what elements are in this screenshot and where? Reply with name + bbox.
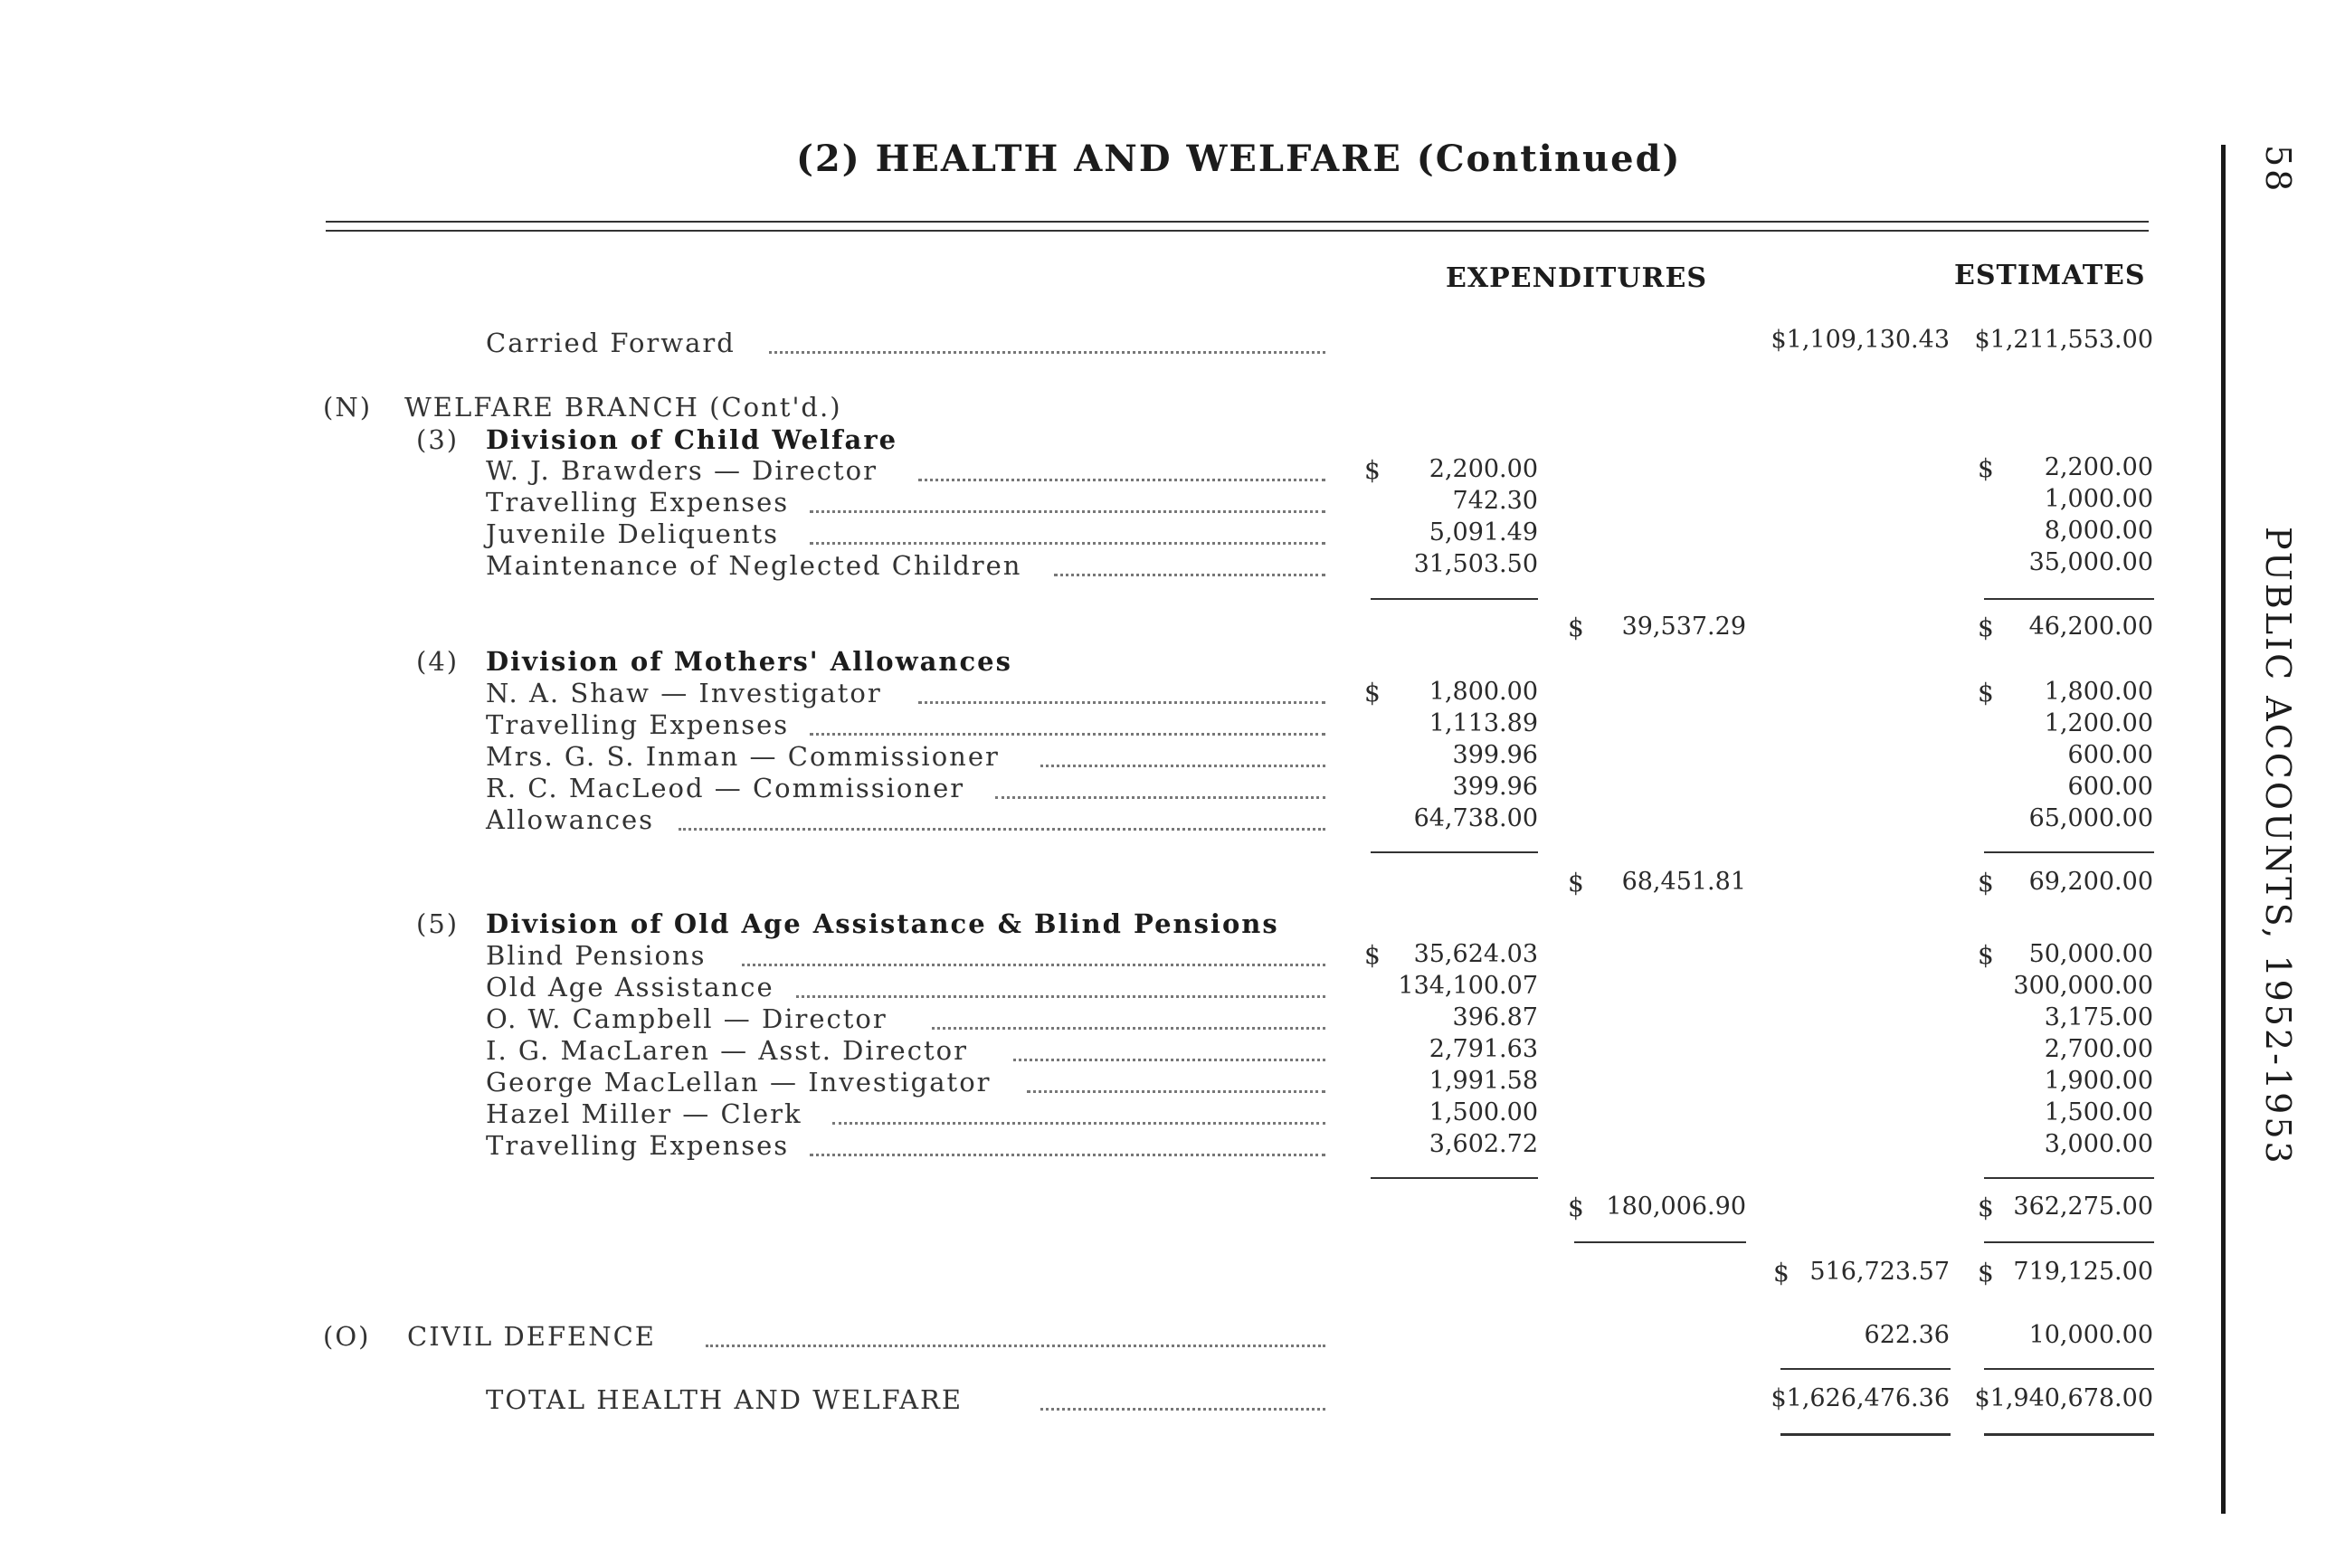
leader-dots <box>918 479 1325 481</box>
total-rule <box>1780 1368 1951 1370</box>
subtotal-rule <box>1984 598 2154 600</box>
row-estimate: 8,000.00 <box>2044 517 2153 545</box>
div5-subtotal: 180,006.90 <box>1606 1193 1746 1221</box>
subtotal-rule <box>1371 598 1538 600</box>
estimates-header: ESTIMATES <box>1954 260 2146 291</box>
leader-dots <box>769 351 1325 354</box>
leader-dots <box>1040 1408 1325 1411</box>
welfare-total-rule <box>1984 1241 2154 1243</box>
dollar-sign: $ <box>1364 678 1381 708</box>
row-expenditure: 396.87 <box>1452 1003 1538 1031</box>
welfare-total-rule <box>1574 1241 1746 1243</box>
welfare-total-estimate: 719,125.00 <box>2013 1258 2153 1286</box>
leader-dots <box>679 828 1325 831</box>
table-row-label: George MacLellan — Investigator <box>486 1067 992 1098</box>
row-expenditure: 5,091.49 <box>1429 518 1538 546</box>
welfare-branch-code: (N) <box>323 392 373 423</box>
table-row-label: R. C. MacLeod — Commissioner <box>486 773 965 803</box>
row-expenditure: 1,113.89 <box>1429 709 1538 737</box>
leader-dots <box>1054 574 1325 576</box>
row-estimate: 2,200.00 <box>2044 453 2153 481</box>
margin-rule <box>2221 145 2226 1514</box>
row-estimate: 1,900.00 <box>2044 1067 2153 1095</box>
row-expenditure: 2,200.00 <box>1429 455 1538 483</box>
div4-code: (4) <box>416 646 460 677</box>
civil-defence-estimate: 10,000.00 <box>2028 1321 2153 1349</box>
total-estimate: $1,940,678.00 <box>1974 1384 2153 1412</box>
subtotal-rule <box>1984 1177 2154 1179</box>
leader-dots <box>932 1027 1325 1030</box>
div5-code: (5) <box>416 908 460 939</box>
div3-heading: Division of Child Welfare <box>486 424 898 455</box>
running-title: PUBLIC ACCOUNTS, 1952-1953 <box>2258 527 2298 1166</box>
table-row-label: Travelling Expenses <box>486 487 790 518</box>
div3-subtotal: 39,537.29 <box>1621 613 1746 641</box>
row-estimate: 600.00 <box>2067 773 2153 801</box>
row-estimate: 300,000.00 <box>2013 972 2153 1000</box>
subtotal-rule <box>1984 851 2154 853</box>
table-row-label: O. W. Campbell — Director <box>486 1003 888 1034</box>
row-estimate: 1,000.00 <box>2044 485 2153 513</box>
div5-heading: Division of Old Age Assistance & Blind Pensions <box>486 908 1279 939</box>
dollar-sign: $ <box>1568 1193 1584 1222</box>
row-estimate: 1,200.00 <box>2044 709 2153 737</box>
table-row-label: Travelling Expenses <box>486 709 790 740</box>
row-estimate: 50,000.00 <box>2028 940 2153 968</box>
leader-dots <box>810 733 1325 736</box>
leader-dots <box>1013 1059 1325 1061</box>
civil-defence-label: CIVIL DEFENCE <box>407 1321 656 1352</box>
row-estimate: 600.00 <box>2067 741 2153 769</box>
leader-dots <box>1040 765 1325 767</box>
welfare-total-expenditure: 516,723.57 <box>1809 1258 1950 1286</box>
carried-forward-label: Carried Forward <box>486 328 736 358</box>
final-rule <box>1984 1433 2154 1436</box>
leader-dots <box>918 701 1325 704</box>
table-row-label: Maintenance of Neglected Children <box>486 550 1022 581</box>
expenditures-header: EXPENDITURES <box>1446 262 1707 294</box>
header-rule-bottom <box>326 230 2149 232</box>
dollar-sign: $ <box>1364 940 1381 970</box>
row-estimate: 1,800.00 <box>2044 678 2153 706</box>
welfare-branch-heading: WELFARE BRANCH (Cont'd.) <box>404 392 842 423</box>
page-title: (2) HEALTH AND WELFARE (Continued) <box>796 138 1682 180</box>
row-expenditure: 1,500.00 <box>1429 1098 1538 1126</box>
carried-forward-expenditure: $1,109,130.43 <box>1771 326 1950 354</box>
row-expenditure: 1,800.00 <box>1429 678 1538 706</box>
div4-heading: Division of Mothers' Allowances <box>486 646 1012 677</box>
subtotal-rule <box>1371 851 1538 853</box>
table-row-label: Juvenile Deliquents <box>486 518 780 549</box>
div3-subtotal-estimate: 46,200.00 <box>2028 613 2153 641</box>
row-expenditure: 3,602.72 <box>1429 1130 1538 1158</box>
row-estimate: 1,500.00 <box>2044 1098 2153 1126</box>
table-row-label: W. J. Brawders — Director <box>486 455 878 486</box>
div5-subtotal-estimate: 362,275.00 <box>2013 1193 2153 1221</box>
leader-dots <box>832 1122 1325 1125</box>
dollar-sign: $ <box>1978 940 1994 970</box>
page-number: 58 <box>2258 145 2298 195</box>
row-expenditure: 64,738.00 <box>1413 804 1538 832</box>
dollar-sign: $ <box>1978 1193 1994 1222</box>
row-estimate: 65,000.00 <box>2028 804 2153 832</box>
dollar-sign: $ <box>1978 453 1994 483</box>
row-estimate: 3,000.00 <box>2044 1130 2153 1158</box>
row-expenditure: 399.96 <box>1452 741 1538 769</box>
table-row-label: Travelling Expenses <box>486 1130 790 1161</box>
row-expenditure: 2,791.63 <box>1429 1035 1538 1063</box>
table-row-label: Allowances <box>486 804 655 835</box>
dollar-sign: $ <box>1773 1258 1790 1288</box>
row-estimate: 2,700.00 <box>2044 1035 2153 1063</box>
row-expenditure: 35,624.03 <box>1413 940 1538 968</box>
carried-forward-estimate: $1,211,553.00 <box>1974 326 2153 354</box>
table-row-label: Blind Pensions <box>486 940 707 971</box>
final-rule <box>1780 1433 1951 1436</box>
leader-dots <box>706 1345 1325 1347</box>
row-expenditure: 742.30 <box>1452 487 1538 515</box>
total-rule <box>1984 1368 2154 1370</box>
dollar-sign: $ <box>1568 868 1584 898</box>
total-label: TOTAL HEALTH AND WELFARE <box>486 1384 964 1415</box>
row-expenditure: 399.96 <box>1452 773 1538 801</box>
dollar-sign: $ <box>1978 613 1994 642</box>
table-row-label: I. G. MacLaren — Asst. Director <box>486 1035 968 1066</box>
leader-dots <box>742 964 1325 966</box>
dollar-sign: $ <box>1568 613 1584 642</box>
div3-code: (3) <box>416 424 460 455</box>
table-row-label: N. A. Shaw — Investigator <box>486 678 882 708</box>
total-expenditure: $1,626,476.36 <box>1771 1384 1950 1412</box>
civil-defence-code: (O) <box>323 1321 371 1352</box>
leader-dots <box>810 542 1325 545</box>
dollar-sign: $ <box>1978 1258 1994 1288</box>
row-expenditure: 31,503.50 <box>1413 550 1538 578</box>
div4-subtotal: 68,451.81 <box>1621 868 1746 896</box>
row-estimate: 35,000.00 <box>2028 548 2153 576</box>
table-row-label: Hazel Miller — Clerk <box>486 1098 802 1129</box>
leader-dots <box>796 995 1325 998</box>
row-estimate: 3,175.00 <box>2044 1003 2153 1031</box>
table-row-label: Old Age Assistance <box>486 972 774 1003</box>
row-expenditure: 1,991.58 <box>1429 1067 1538 1095</box>
civil-defence-expenditure: 622.36 <box>1864 1321 1950 1349</box>
dollar-sign: $ <box>1978 868 1994 898</box>
leader-dots <box>810 1154 1325 1156</box>
leader-dots <box>810 510 1325 513</box>
table-row-label: Mrs. G. S. Inman — Commissioner <box>486 741 1000 772</box>
subtotal-rule <box>1371 1177 1538 1179</box>
dollar-sign: $ <box>1364 455 1381 485</box>
row-expenditure: 134,100.07 <box>1398 972 1538 1000</box>
header-rule-top <box>326 221 2149 223</box>
div4-subtotal-estimate: 69,200.00 <box>2028 868 2153 896</box>
dollar-sign: $ <box>1978 678 1994 708</box>
leader-dots <box>995 796 1325 799</box>
leader-dots <box>1027 1090 1325 1093</box>
